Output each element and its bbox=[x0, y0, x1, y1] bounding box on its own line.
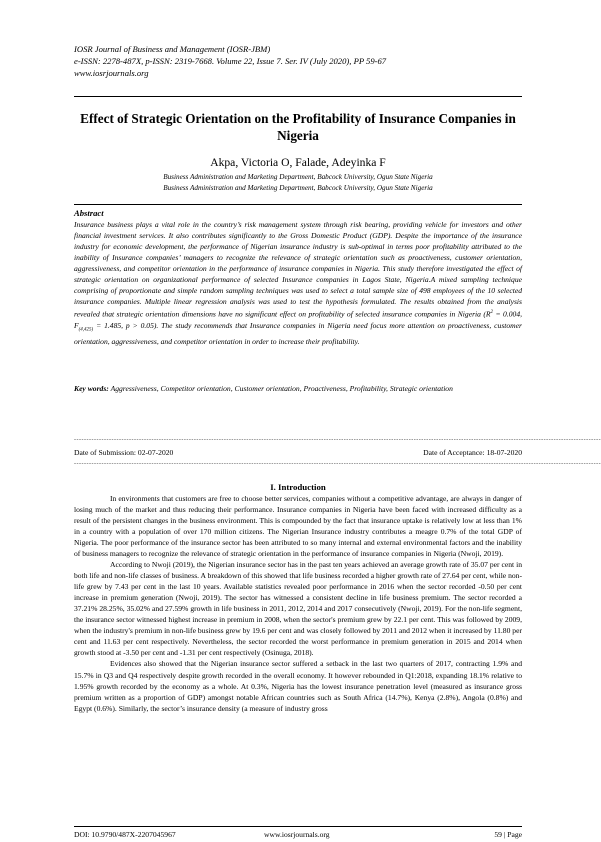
f-statistic-subscript: (4,425) bbox=[78, 327, 94, 333]
section-heading-introduction: I. Introduction bbox=[270, 482, 326, 492]
abstract-rule bbox=[74, 204, 522, 205]
affiliations bbox=[74, 172, 522, 194]
journal-header bbox=[74, 43, 534, 79]
paper-title: Effect of Strategic Orientation on the Profitability of Insurance Companies in Nigeria bbox=[80, 111, 516, 143]
keywords-text: Aggressiveness, Competitor orientation, Customer orientation, Proactiveness, Profitability, Strategic orientation bbox=[108, 384, 453, 393]
paragraph-2: According to Nwoji (2019), the Nigerian insurance sector has in the past ten years achieved an average growth rate of 35.07 per cent in both life and non-life classes of business. A breakdown of this showed that life business recorded a higher growth rate of 27.64 per cent, while non-life grew by 7.43 per cent in the last 10 years. Available statistics revealed poor performance in 2016 when the sector recorded -0.50 per cent increase in premium generation (Nwoji, 2019). The sector has witnessed a consistent decline in life business premium. The sector recorded a 37.21% 28.25%, 35.02% and 27.59% growth in life business in 2011, 2012, 2014 and 2017 consecutively (Nwoji, 2019). For the non-life segment, the insurance sector witnessed highest increase in premium in 2008, when the sector's premium grew by 22.1 per cent. This was followed by 2009, when the industry's premium in non-life business grew by 19.6 per cent and was closely followed by 2011 and 2012 when it increased by 11.80 per cent and 11.63 per cent respectively. Nevertheless, the sector recorded the worst performance in premium generation in 2015 and 2014 when growth stood at -3.50 per cent and -1.31 per cent respectively (Osinuga, 2018). bbox=[74, 560, 522, 658]
keywords bbox=[74, 383, 522, 394]
abstract-text-part-3: = 1.485, p > 0.05). The study recommends that Insurance companies in Nigeria need focus more attention on proactiveness, customer orientation, aggressiveness, and competitor orientation in order to increase their profitability. bbox=[74, 320, 522, 346]
submission-date: Date of Submission: 02-07-2020 bbox=[74, 448, 174, 457]
footer-page-number: 59 | Page bbox=[494, 830, 522, 839]
paragraph-1: In environments that customers are free to choose better services, companies without a competitive advantage, are always in danger of losing much of the market and thus reducing their performance. Insurance companies in Nigeria have been faced with increased difficulty as a result of the persistent changes in the business environment. This is compounded by the fact that insurance uptake is relatively low at less than 1% in a country with a population of over 170 million citizens. The Nigerian Insurance industry contributes a meagre 0.7% of the total GDP of Nigeria. The poor performance of the insurance sector has been attributed to so many internal and external environmental factors and the inability of business managers to recognize the relevance of strategic orientation in the performance of insurance companies in Nigeria (Nwoji, 2019). bbox=[74, 494, 522, 559]
header-rule bbox=[74, 96, 522, 97]
keywords-label: Key words: bbox=[74, 384, 109, 393]
authors: Akpa, Victoria O, Falade, Adeyinka F bbox=[210, 156, 386, 169]
r-squared-superscript: 2 bbox=[490, 310, 494, 316]
separator-bottom: ------------------------------------------------------------------------------------------------------------------------------------------------------------------------------------------------------------------- bbox=[74, 461, 601, 467]
affiliation-1: Business Administration and Marketing Department, Babcock University, Ogun State Nigeria bbox=[163, 173, 433, 181]
journal-url[interactable]: www.iosrjournals.org bbox=[74, 68, 149, 78]
abstract-text-part-1: Insurance business plays a vital role in the country’s risk management system through risk bearing, providing vehicle for investors and other financial investment services. It also contributes significantly to the Gross Domestic Product (GDP). Despite the importance of the insurance industry for economic development, the performance of Nigerian insurance industry is sub-optimal in terms poor profitability attributed to the inability of Insurance companies’ managers to recognize the relevance of strategic orientation such as proactiveness, customer orientation, aggressiveness, and competitor orientation in the performance of insurance companies in Nigeria. This study therefore investigated the effect of strategic orientation on organizational performance of selected Insurance companies in Lagos State, Nigeria.A mixed sampling technique comprising of proportionate and simple random sampling techniques was used to select a total sample size of 498 employees of the 10 selected insurance companies. Multiple linear regression analysis was used to test the hypothesis formulated. The results obtained from the analysis revealed that strategic orientation dimensions have no significant effect on profitability of selected insurance companies in Nigeria (R bbox=[74, 220, 522, 319]
affiliation-2: Business Administration and Marketing Department, Babcock University, Ogun State Nigeria bbox=[163, 184, 433, 192]
separator-top: ------------------------------------------------------------------------------------------------------------------------------------------------------------------------------------------------------------------- bbox=[74, 437, 601, 443]
journal-name: IOSR Journal of Business and Management (IOSR-JBM) bbox=[74, 44, 271, 54]
acceptance-date: Date of Acceptance: 18-07-2020 bbox=[423, 448, 522, 457]
abstract-text bbox=[74, 219, 522, 347]
footer-site[interactable]: www.iosrjournals.org bbox=[264, 830, 330, 839]
footer-rule bbox=[74, 826, 522, 827]
abstract-text-part-2: = 0.004, F bbox=[74, 309, 523, 330]
footer-doi: DOI: 10.9790/487X-2207045967 bbox=[74, 830, 176, 839]
paragraph-3: Evidences also showed that the Nigerian insurance sector suffered a setback in the last two quarters of 2017, contracting 1.9% and 15.7% in Q3 and Q4 respectively despite growth recorded in the overall economy. It however rebounded in Q1:2018, expanding 18.1% relative to 1.95% growth recorded by the economy as a whole. At 0.3%, Nigeria has the lowest insurance penetration level (measured as insurance gross premium written as a proportion of GDP) amongst notable African countries such as South Africa (14.7%), Kenya (2.8%), Angola (0.8%) and Egypt (0.6%). Similarly, the sector’s insurance density (a measure of industry gross bbox=[74, 659, 522, 713]
journal-issn: e-ISSN: 2278-487X, p-ISSN: 2319-7668. Volume 22, Issue 7. Ser. IV (July 2020), PP 59-67 bbox=[74, 56, 387, 66]
abstract-heading: Abstract bbox=[74, 208, 104, 218]
introduction-body bbox=[74, 493, 522, 714]
